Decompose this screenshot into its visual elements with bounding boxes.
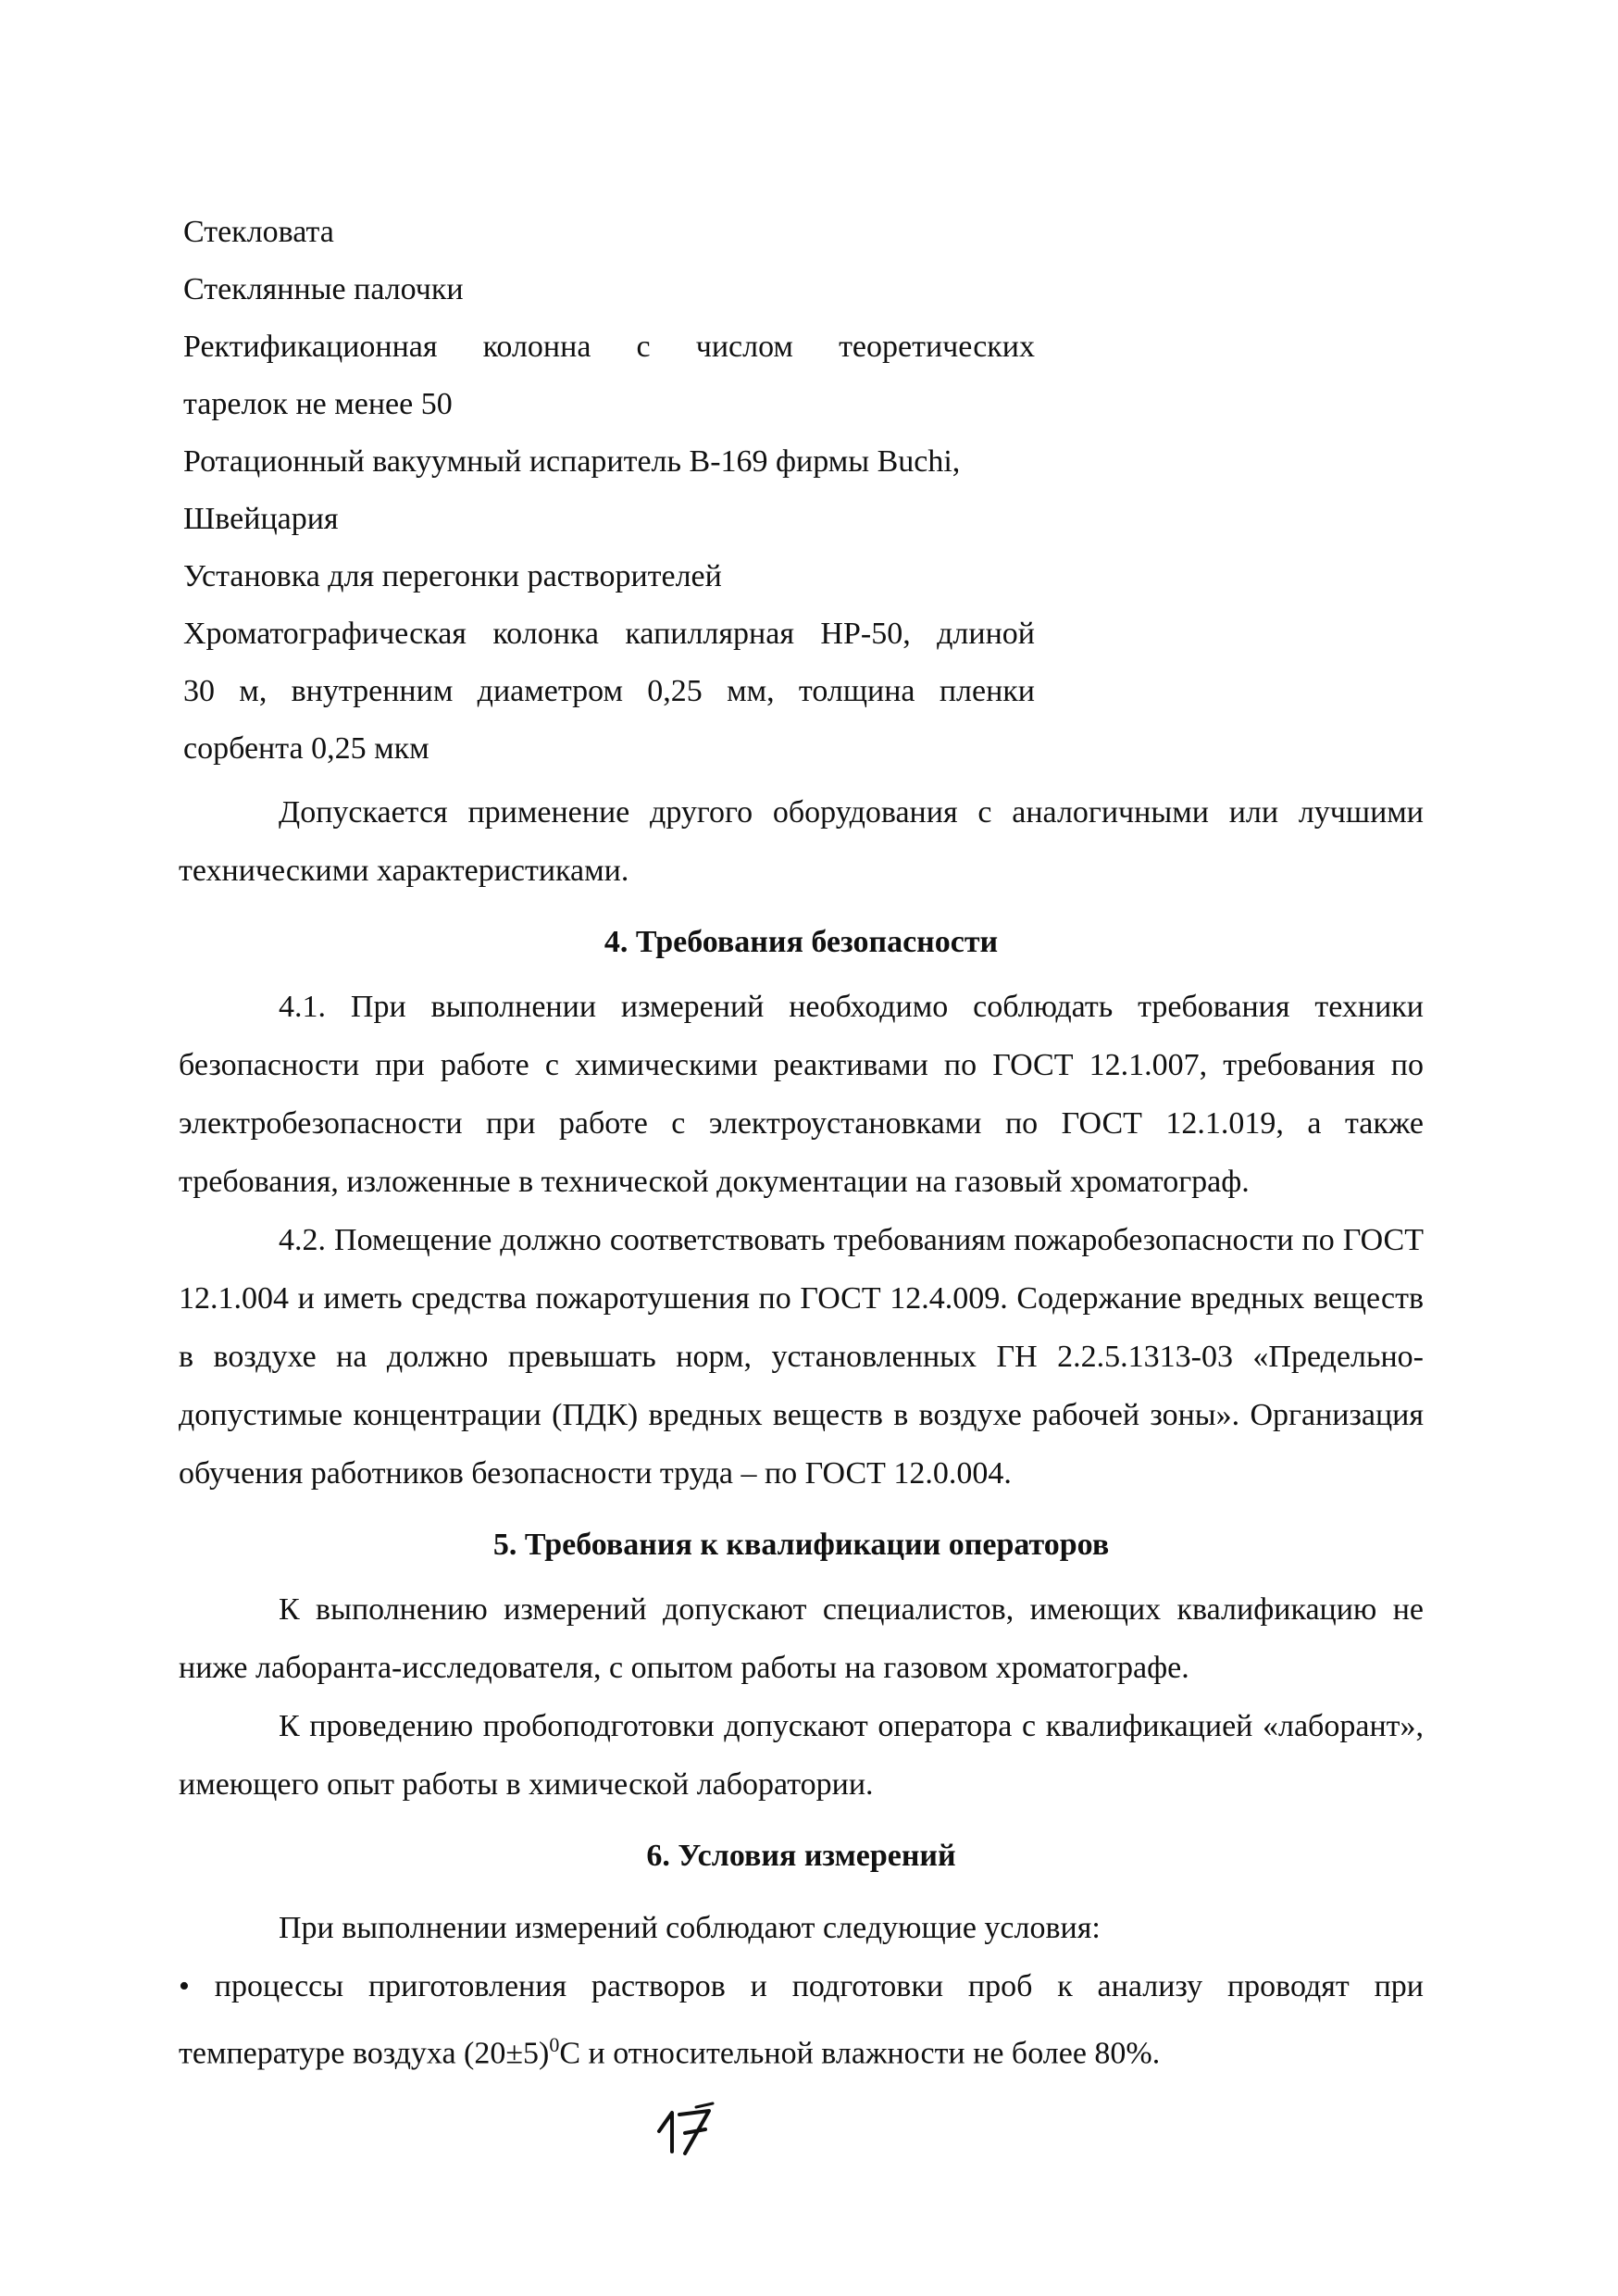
document-body [179,783,1424,2082]
equipment-item: Ротационный вакуумный испаритель В-169 фирмы Buchi, [183,444,961,479]
section-6-bullet [179,1957,1424,2082]
bullet-text-end: С и относительной влажности не более 80%. [559,2036,1161,2071]
section-4-paragraph-1: 4.1. При выполнении измерений необходимо соблюдать требования техники безопасности при работе с химическими реактивами по ГОСТ 12.1.007, требования по электробезопасности при работе с электроустановками по ГОСТ 12.1.019, а также требования, изложенные в технической документации на газовый хроматограф. [179,990,1424,1199]
bullet-marker: • [179,1969,190,2003]
bullet-text: процессы приготовления растворов и подготовки проб к анализу проводят при температуре воздуха (20±5) [179,1969,1425,2071]
section-4-paragraph-2: 4.2. Помещение должно соответствовать требованиям пожаробезопасности по ГОСТ 12.1.004 и иметь средства пожаротушения по ГОСТ 12.4.009. Содержание вредных веществ в воздухе на должно превышать норм, установленных ГН 2.2.5.1313-03 «Предельно-допустимые концентрации (ПДК) вредных веществ в воздухе рабочей зоны». Организация обучения работников безопасности труда – по ГОСТ 12.0.004. [179,1223,1424,1491]
equipment-item: сорбента 0,25 мкм [183,731,429,766]
section-6-intro: При выполнении измерений соблюдают следующие условия: [279,1911,1101,1945]
section-5-heading: 5. Требования к квалификации операторов [492,1528,1110,1562]
section-4-heading: 4. Требования безопасности [604,925,999,959]
equipment-note: Допускается применение другого оборудования с аналогичными или лучшими техническими характеристиками. [179,795,1424,888]
equipment-item: Хроматографическая колонка капиллярная HP-50, длиной [183,617,1035,651]
section-6-heading: 6. Условия измерений [646,1839,956,1873]
equipment-item: Ректификационная колонна с числом теоретических [183,330,1035,364]
equipment-list [183,204,1035,778]
equipment-item: Стеклянные палочки [183,272,464,306]
handwritten-page-number-icon [648,2094,741,2159]
section-5-paragraph-2: К проведению пробоподготовки допускают оператора с квалификацией «лаборант», имеющего опыт работы в химической лаборатории. [179,1709,1424,1802]
equipment-item: тарелок не менее 50 [183,387,453,421]
degree-superscript: 0 [549,2033,560,2056]
equipment-item: Стекловата [183,215,334,249]
equipment-item: Швейцария [183,502,339,536]
section-5-paragraph-1: К выполнению измерений допускают специалистов, имеющих квалификацию не ниже лаборанта-исследователя, с опытом работы на газовом хроматографе. [179,1592,1424,1685]
equipment-item: Установка для перегонки растворителей [183,559,722,593]
page-number [648,2094,741,2159]
equipment-item: 30 м, внутренним диаметром 0,25 мм, толщина пленки [183,674,1035,708]
